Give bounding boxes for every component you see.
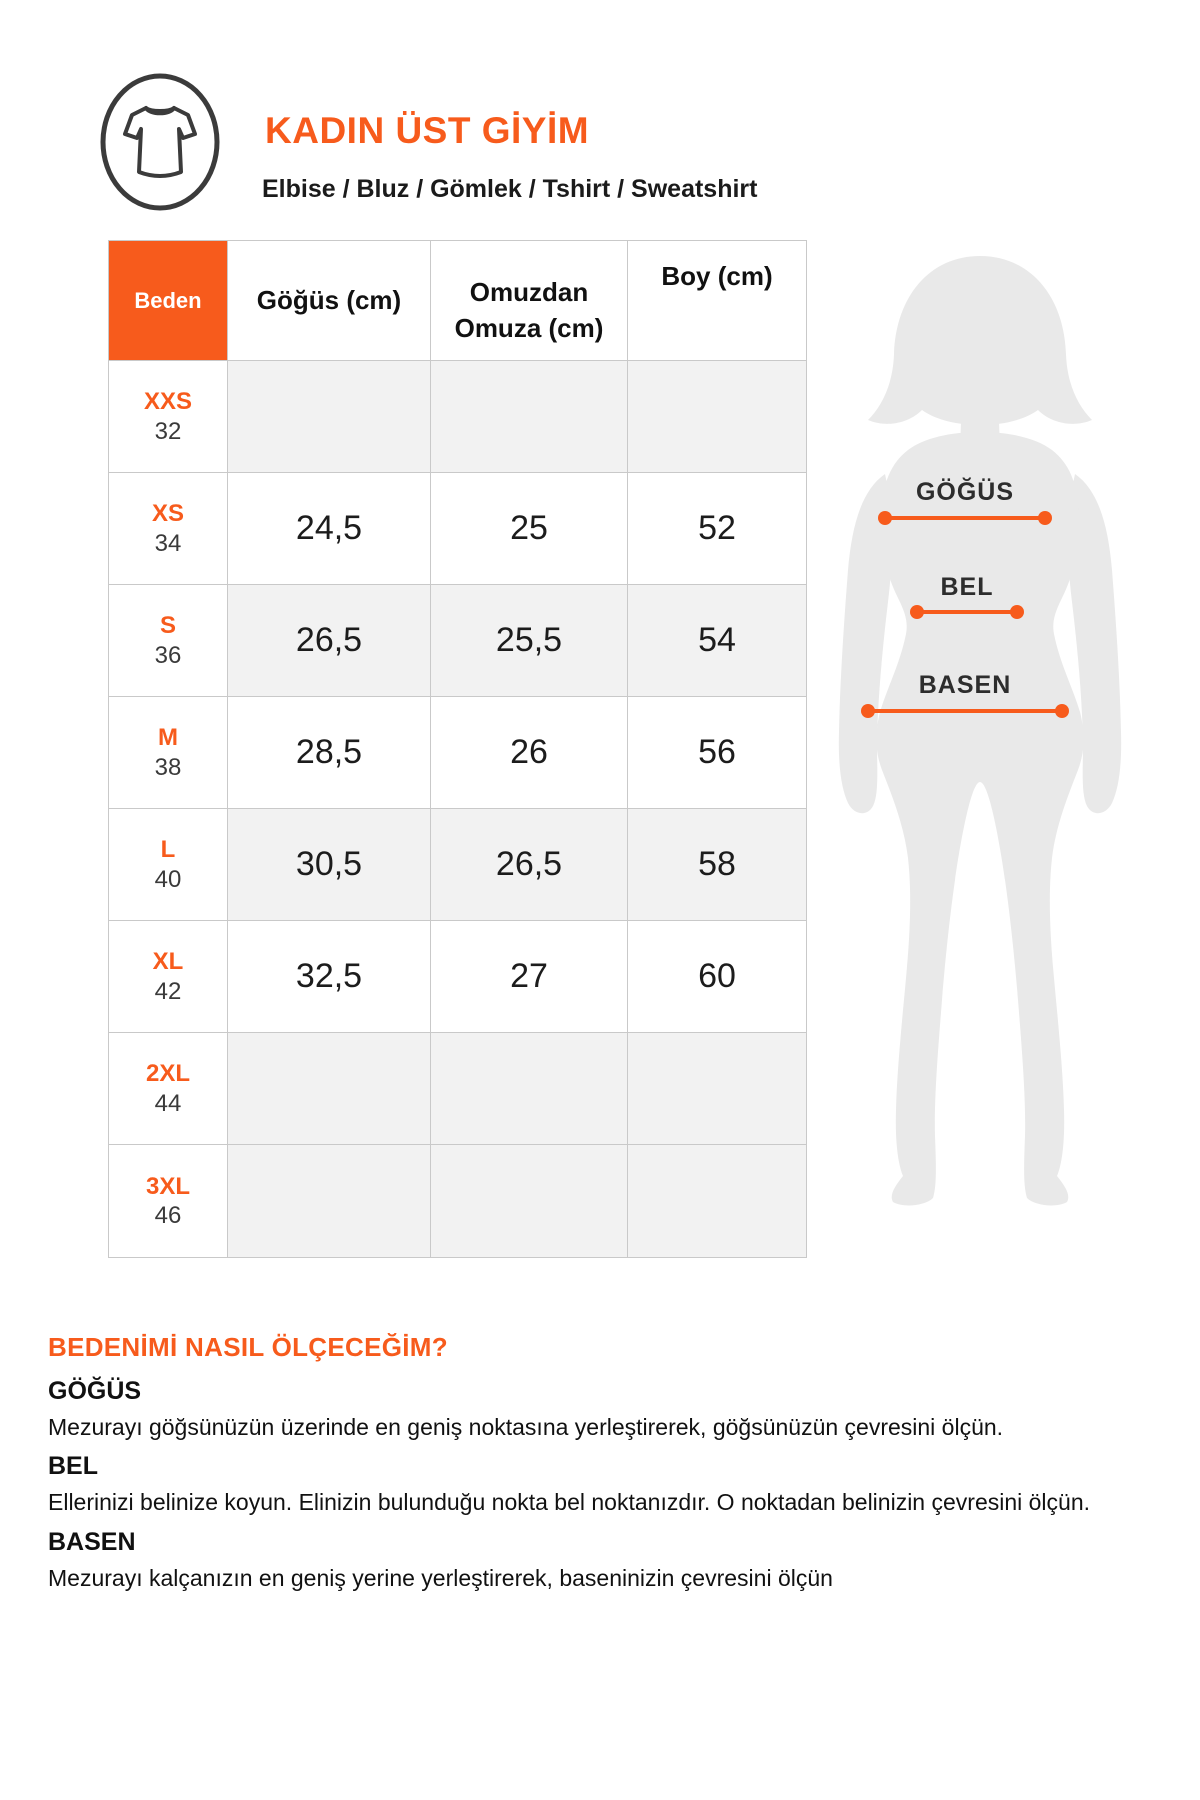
value-cell: 26,5 [228,585,431,697]
size-cell-2xl [109,1033,228,1145]
size-label: XL [152,948,184,976]
value-cell: 52 [628,473,806,585]
value-cell: 30,5 [228,809,431,921]
hip-measure-label: BASEN [918,671,1012,699]
column-header-label: Beden [134,287,202,313]
waist-line-dot [910,605,924,619]
hip-line-dot [1055,704,1069,718]
size-eu-number: 46 [154,1202,182,1229]
waist-line-dot [1010,605,1024,619]
hip-line-dot [861,704,875,718]
tshirt-icon [99,72,221,212]
value-cell: 60 [628,921,806,1033]
value-cell: 32,5 [228,921,431,1033]
measure-term-hip: BASEN [48,1527,136,1556]
size-cell-xs [109,473,228,585]
silhouette-body [876,432,1083,1205]
measure-description-waist: Ellerinizi belinize koyun. Elinizin bulunduğu nokta bel noktanızdır. O noktadan belinizin çevresini ölçün. [48,1489,1091,1516]
value-cell [228,361,431,473]
size-eu-number: 38 [154,753,182,781]
size-cell-s [109,585,228,697]
body-silhouette-figure [730,228,1160,1218]
value-cell: 26 [431,697,628,809]
column-header-chest [228,241,431,361]
chest-line-dot [878,511,892,525]
size-label: 2XL [145,1060,190,1088]
page-subtitle: Elbise / Bluz / Gömlek / Tshirt / Sweatshirt [262,175,758,203]
value-cell: 58 [628,809,806,921]
chest-line-dot [1038,511,1052,525]
size-table [108,240,807,1258]
value-cell: 25 [431,473,628,585]
column-header-label: Omuzdan Omuza (cm) [454,277,604,343]
size-label: XS [151,500,184,528]
value-cell: 26,5 [431,809,628,921]
size-eu-number: 36 [154,641,182,669]
value-cell: 28,5 [228,697,431,809]
size-label: 3XL [145,1172,190,1200]
value-cell: 24,5 [228,473,431,585]
value-cell [228,1033,431,1145]
measure-term-chest: GÖĞÜS [48,1377,142,1405]
waist-measure-label: BEL [940,573,994,601]
measure-description-hip: Mezurayı kalçanızın en geniş yerine yerleştirerek, baseninizin çevresini ölçün [48,1564,833,1591]
value-cell: 25,5 [431,585,628,697]
value-cell: 27 [431,921,628,1033]
size-cell-3xl [109,1145,228,1257]
value-cell [431,1033,628,1145]
column-header-beden [109,241,228,361]
size-label: L [160,836,176,864]
size-label: XXS [143,388,193,416]
how-to-measure-section [48,1332,1116,1593]
size-eu-number: 40 [154,865,182,893]
size-cell-m [109,697,228,809]
page-title: KADIN ÜST GİYİM [265,110,590,151]
size-eu-number: 32 [154,417,182,445]
size-eu-number: 42 [154,977,182,1005]
value-cell: 56 [628,697,806,809]
size-eu-number: 44 [154,1089,182,1117]
size-cell-xl [109,921,228,1033]
measure-term-waist: BEL [48,1452,98,1481]
value-cell [431,361,628,473]
size-label: M [158,724,178,752]
how-to-measure-heading: BEDENİMİ NASIL ÖLÇECEĞİM? [48,1332,448,1362]
column-header-shoulder [431,241,628,361]
column-header-label: Göğüs (cm) [256,284,402,315]
column-header-label: Boy (cm) [661,260,773,291]
size-cell-xxs [109,361,228,473]
measure-description-chest: Mezurayı göğsünüzün üzerinde en geniş noktasına yerleştirerek, göğsünüzün çevresini ölçün. [48,1414,1004,1440]
value-cell [228,1145,431,1257]
size-cell-l [109,809,228,921]
value-cell: 54 [628,585,806,697]
size-label: S [159,612,176,640]
value-cell [431,1145,628,1257]
chest-measure-label: GÖĞÜS [915,478,1015,506]
size-eu-number: 34 [154,529,182,557]
